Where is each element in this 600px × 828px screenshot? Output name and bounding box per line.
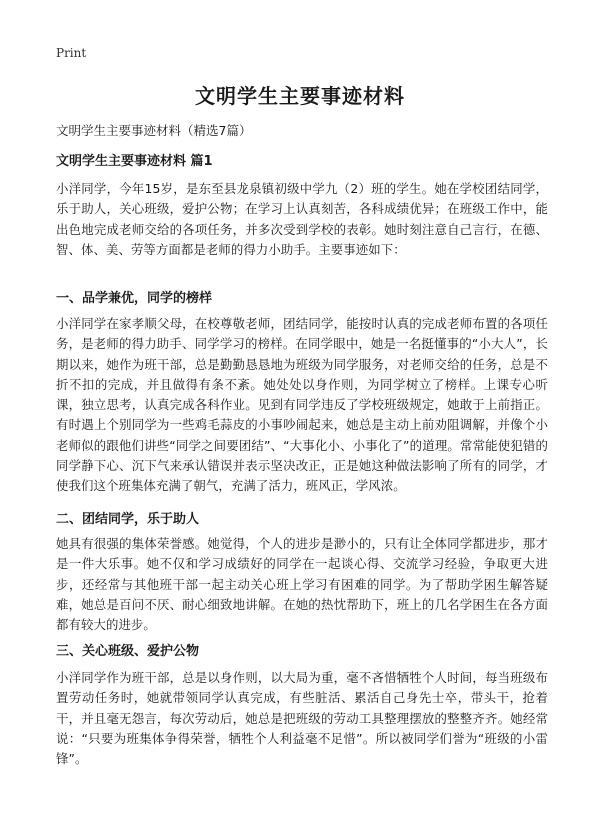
section-paragraph-1: 小洋同学在家孝顺父母，在校尊敬老师，团结同学，能按时认真的完成老师布置的各项任务，是老师的得力助手、同学学习的榜样。在同学眼中，她是一名挺懂事的“小大人”，长期以来，她作为班干部，总是勤勤恳恳地为班级为同学服务，对老师交给的任务，总是不折不扣的完成，并且做得有条不紊。她处处以身作则，为同学树立了榜样。上课专心听课，独立思考，认真完成各科作业。见到有同学违反了学校班级规定，她敢于上前指正。有时遇上个别同学为一些鸡毛蒜皮的小事吵闹起来，她总是主动上前劝阻调解，并像个小老师似的跟他们讲些“同学之间要团结”、“大事化小、小事化了”的道理。常常能使犯错的同学静下心、沉下气来承认错误并表示坚决改正，正是她这种做法影响了所有的同学，才使我们这个班集体充满了朝气，充满了活力，班风正，学风浓。 xyxy=(56,316,548,494)
section-heading-3: 三、关心班级、爱护公物 xyxy=(56,644,200,659)
section-paragraph-2: 她具有很强的集体荣誉感。她觉得，个人的进步是渺小的，只有让全体同学都进步，那才是一件大乐事。她不仅和学习成绩好的同学在一起谈心得、交流学习经验，争取更大进步，还经常与其他班干部一起主动关心班上学习有困难的同学。为了帮助学困生解答疑难，她总是百问不厌、耐心细致地讲解。在她的热忱帮助下，班上的几名学困生在各方面都有较大的进步。 xyxy=(56,536,548,633)
print-label: Print xyxy=(56,46,87,60)
document-subtitle: 文明学生主要事迹材料（精选7篇） xyxy=(56,123,252,138)
section-paragraph-3: 小洋同学作为班干部，总是以身作则，以大局为重，毫不吝惜牺牲个人时间，每当班级布置劳动任务时，她就带领同学认真完成，有些脏活、累活自己身先士卒，带头干，抢着干，并且毫无怨言，每次劳动后，她总是把班级的劳动工具整理摆放的整整齐齐。她经常说：“只要为班集体争得荣誉，牺牲个人利益毫不足惜”。所以被同学们誉为“班级的小雷锋”。 xyxy=(56,670,548,767)
article-heading: 文明学生主要事迹材料 篇1 xyxy=(56,154,213,169)
section-heading-1: 一、品学兼优，同学的榜样 xyxy=(56,291,213,306)
section-heading-2: 二、团结同学，乐于助人 xyxy=(56,512,200,527)
intro-paragraph: 小洋同学，今年15岁，是东至县龙泉镇初级中学九（2）班的学生。她在学校团结同学，乐于助人，关心班级，爱护公物；在学习上认真刻苦，各科成绩优异；在班级工作中，能出色地完成老师交给的各项任务，并多次受到学校的表彰。她时刻注意自己言行，在德、智、体、美、劳等方面都是老师的得力小助手。主要事迹如下： xyxy=(56,181,548,257)
document-title: 文明学生主要事迹材料 xyxy=(195,84,405,108)
